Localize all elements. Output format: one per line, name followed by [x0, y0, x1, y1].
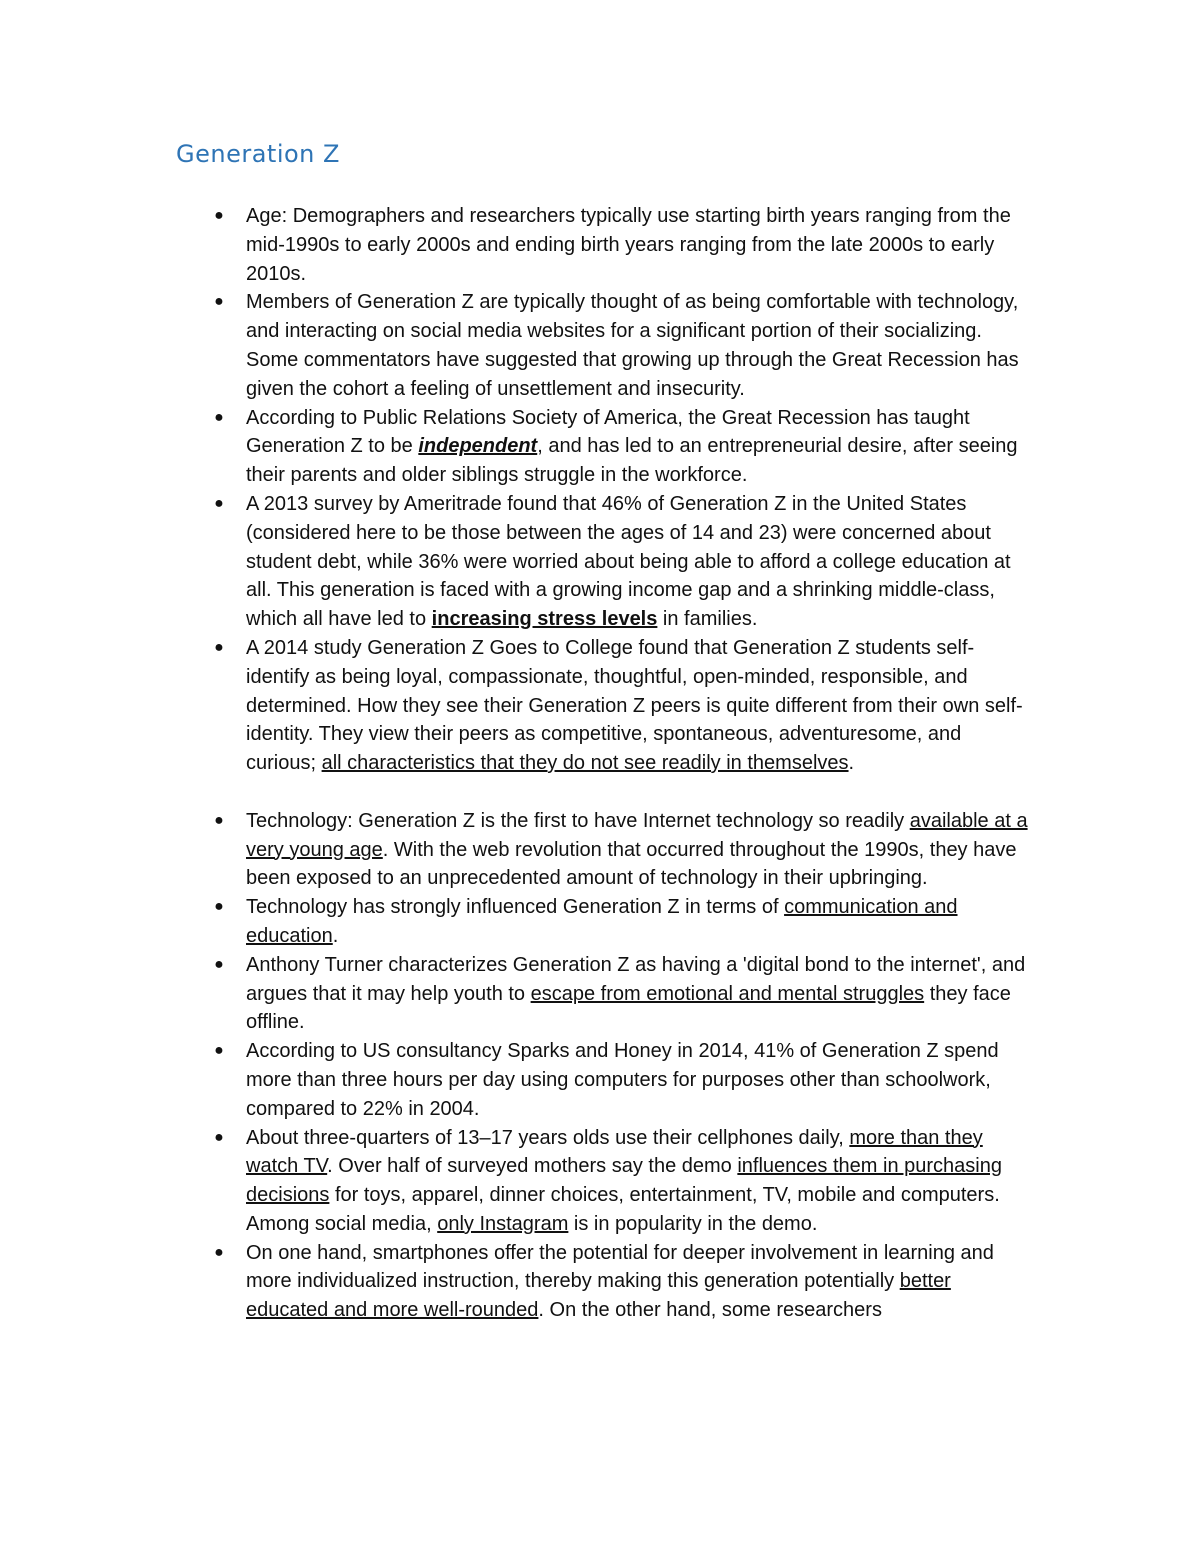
underlined-phrase: better educated and more well-rounded	[246, 1270, 951, 1322]
underlined-phrase: more than they watch TV	[246, 1126, 983, 1178]
list-item	[214, 1124, 1036, 1239]
underlined-phrase: all characteristics that they do not see readily in themselves	[321, 752, 849, 775]
list-item	[214, 1239, 1036, 1325]
list-item-text	[246, 407, 1018, 487]
text-run: in families.	[657, 608, 758, 631]
underlined-phrase: only Instagram	[437, 1212, 569, 1235]
text-run: According to US consultancy Sparks and Honey in 2014, 41% of Generation Z spend more than three hours per day using computers for purposes other than schoolwork, compared to 22% in 2004.	[246, 1040, 999, 1120]
list-item-text	[246, 896, 958, 947]
bullet-dot-icon: ●	[214, 1128, 224, 1146]
bullet-dot-icon: ●	[214, 638, 224, 656]
text-run: .	[848, 752, 855, 775]
bullet-dot-icon: ●	[214, 293, 224, 311]
list-item-text	[246, 810, 1028, 890]
bullet-dot-icon: ●	[214, 1243, 224, 1261]
bullet-dot-icon: ●	[214, 1042, 224, 1060]
bullet-dot-icon: ●	[214, 811, 224, 829]
bullet-dot-icon: ●	[214, 955, 224, 973]
text-run: . On the other hand, some researchers	[538, 1299, 882, 1322]
list-item-text	[246, 291, 1019, 399]
underlined-phrase: escape from emotional and mental struggles	[530, 982, 925, 1005]
list-item-text	[246, 637, 1023, 774]
list-item	[214, 893, 1036, 951]
list-item	[214, 1037, 1036, 1123]
list-item	[214, 288, 1036, 403]
text-run: According to Public Relations Society of America, the Great Recession has taught Generation Z to be	[246, 406, 970, 458]
list-item-text	[246, 1127, 1002, 1235]
text-run: A 2014 study Generation Z Goes to College found that Generation Z students self-identify as being loyal, compassionate, thoughtful, open-minded, responsible, and determined. How they see their Generation Z peers is quite different from their own self-identity. They view their peers as competitive, spontaneous, adventuresome, and curious;	[246, 636, 1023, 775]
list-item-text	[246, 1242, 994, 1322]
underlined-phrase: communication and education	[246, 896, 958, 947]
underlined-phrase: independent	[418, 435, 538, 458]
text-run: . With the web revolution that occurred throughout the 1990s, they have been exposed to an unprecedented amount of technology in their upbringing.	[246, 838, 1017, 890]
list-item	[214, 490, 1036, 634]
document-title: Generation Z	[176, 140, 340, 168]
text-run: A 2013 survey by Ameritrade found that 46% of Generation Z in the United States (considered here to be those between the ages of 14 and 23) were concerned about student debt, while 36% were worried about being able to afford a college education at all. This generation is faced with a growing income gap and a shrinking middle-class, which all have led to	[246, 492, 1011, 631]
underlined-phrase: available at a very young age	[246, 809, 1028, 861]
bullet-dot-icon: ●	[214, 898, 224, 916]
text-run: for toys, apparel, dinner choices, entertainment, TV, mobile and computers. Among social media,	[246, 1184, 1000, 1235]
text-run: Technology has strongly influenced Generation Z in terms of	[246, 896, 785, 919]
list-item-text	[246, 1040, 999, 1120]
list-item	[214, 404, 1036, 490]
list-item	[214, 634, 1036, 778]
text-run: .	[332, 924, 339, 947]
text-run: On one hand, smartphones offer the potential for deeper involvement in learning and more individualized instruction, thereby making this generation potentially	[246, 1241, 994, 1293]
text-run: Technology: Generation Z is the first to have Internet technology so readily	[246, 809, 910, 832]
bullet-list	[214, 202, 1036, 1325]
bullet-dot-icon: ●	[214, 207, 224, 224]
text-run: , and has led to an entrepreneurial desire, after seeing their parents and older siblings struggle in the workforce.	[246, 435, 1018, 487]
list-item-text	[246, 205, 1011, 285]
text-run: Members of Generation Z are typically thought of as being comfortable with technology, and interacting on social media websites for a significant portion of their socializing.	[246, 291, 1019, 343]
list-item	[214, 807, 1036, 893]
list-item	[214, 951, 1036, 1037]
list-item-text	[246, 493, 1011, 630]
text-run: Some commentators have suggested that growing up through the Great Recession has given the cohort a feeling of unsettlement and insecurity.	[246, 348, 1019, 400]
text-run: Age: Demographers and researchers typically use starting birth years ranging from the mid-1990s to early 2000s and ending birth years ranging from the late 2000s to early 2010s.	[246, 205, 1011, 285]
bullet-dot-icon: ●	[214, 494, 224, 512]
underlined-phrase: increasing stress levels	[431, 608, 658, 631]
list-item-text	[246, 954, 1025, 1034]
text-run: they face offline.	[246, 982, 1011, 1034]
bullet-dot-icon: ●	[214, 408, 224, 426]
text-run: Anthony Turner characterizes Generation Z as having a 'digital bond to the internet', and argues that it may help youth to	[246, 953, 1026, 1005]
text-run: . Over half of surveyed mothers say the demo	[327, 1155, 738, 1178]
text-run: is in popularity in the demo.	[568, 1212, 818, 1235]
underlined-phrase: influences them in purchasing decisions	[246, 1155, 1002, 1207]
text-run: About three-quarters of 13–17 years olds use their cellphones daily,	[246, 1126, 850, 1149]
list-item	[214, 202, 1036, 288]
